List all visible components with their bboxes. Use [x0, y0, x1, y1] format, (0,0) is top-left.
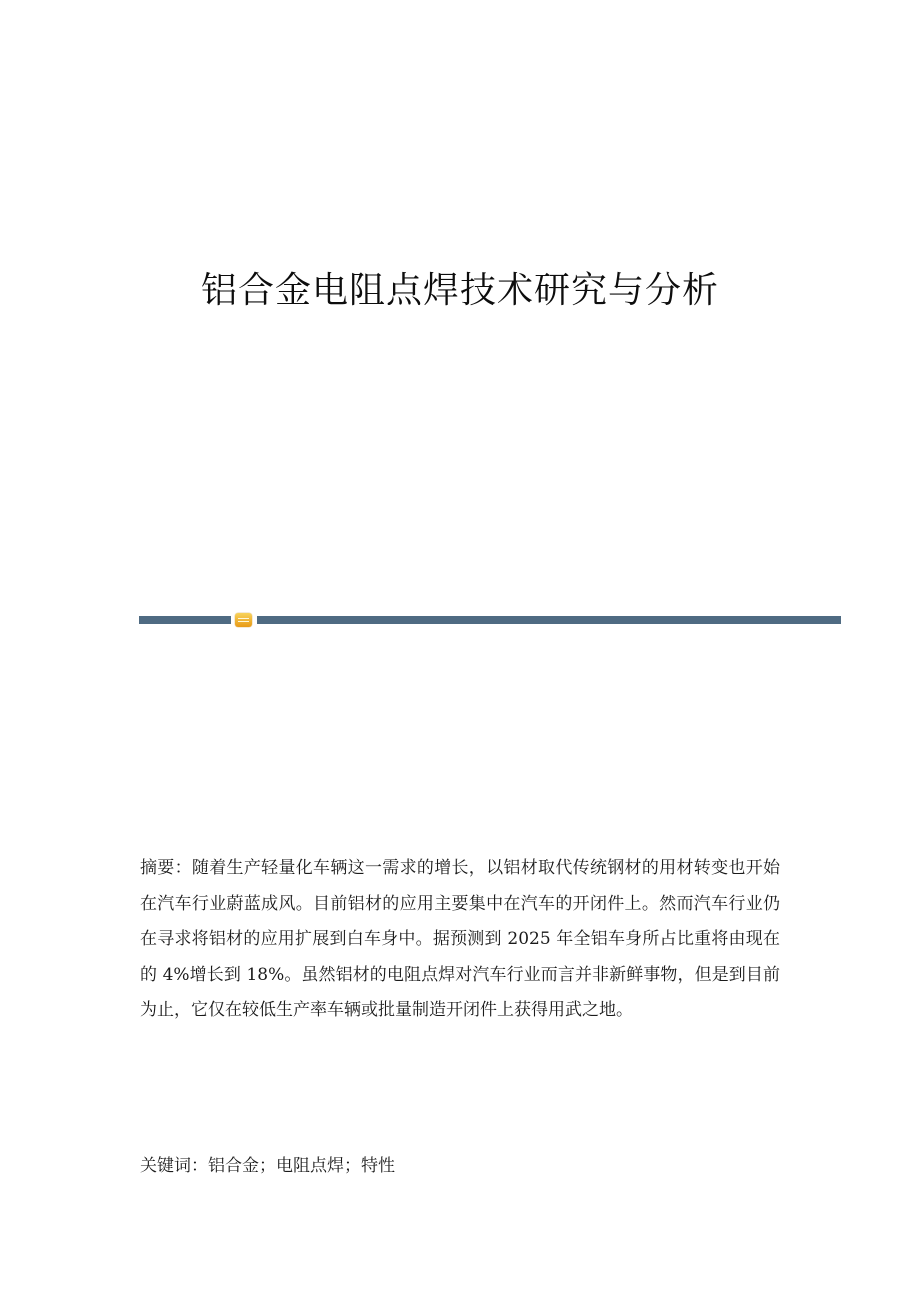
keywords-text: 铝合金；电阻点焊；特性: [208, 1156, 395, 1176]
divider-bar-right: [257, 616, 841, 624]
abstract-text: 随着生产轻量化车辆这一需求的增长，以铝材取代传统钢材的用材转变也开始在汽车行业蔚蓝成风。目前铝材的应用主要集中在汽车的开闭件上。然而汽车行业仍在寻求将铝材的应用扩展到白车身中。据预测到 2025 年全铝车身所占比重将由现在的 4%增长到 18%。虽然铝材的电阻点焊对汽车行业而言并非新鲜事物，但是到目前为止，它仅在较低生产率车辆或批量制造开闭件上获得用武之地。: [140, 858, 781, 1020]
abstract-paragraph: [140, 851, 780, 1029]
abstract-label: 摘要：: [140, 858, 192, 878]
ornament-icon: [235, 613, 252, 627]
section-divider: [139, 612, 841, 628]
keywords-line: [140, 1150, 780, 1182]
document-title: 铝合金电阻点焊技术研究与分析: [200, 270, 719, 311]
divider-bar-left: [139, 616, 231, 624]
keywords-label: 关键词：: [140, 1156, 208, 1176]
